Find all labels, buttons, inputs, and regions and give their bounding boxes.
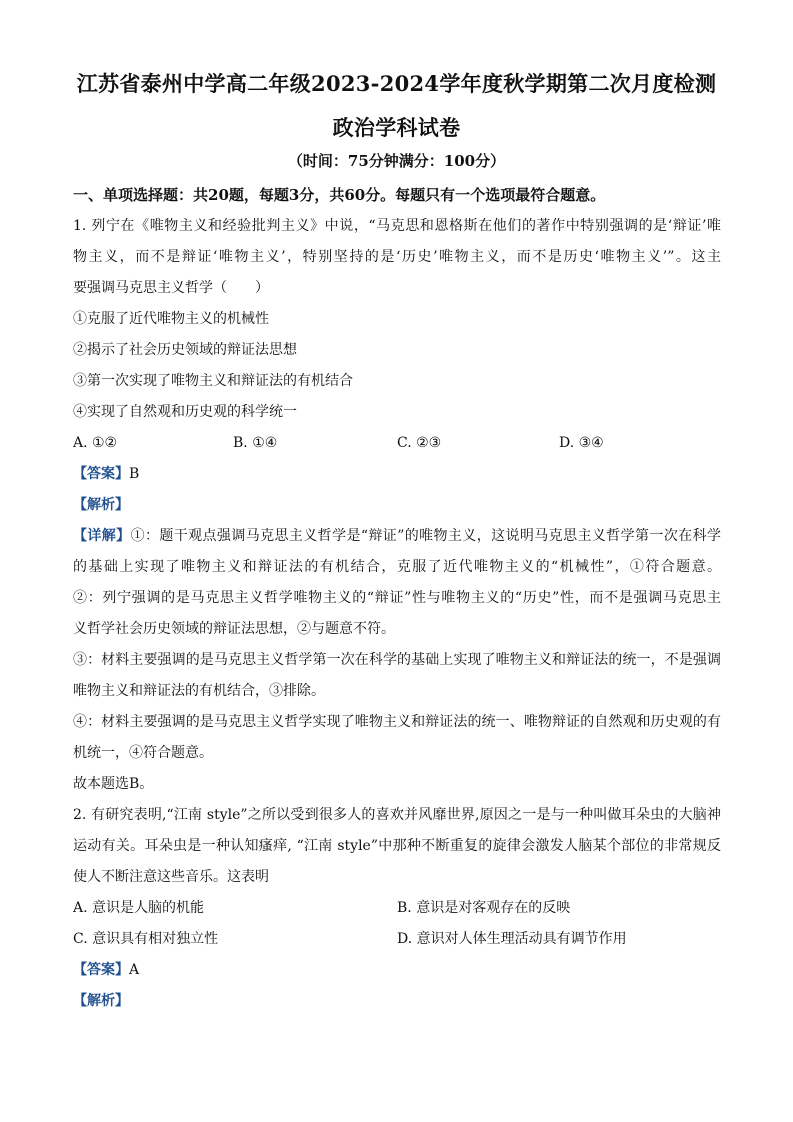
q1-item: ②揭示了社会历史领域的辩证法思想 [73, 342, 297, 358]
exam-title-line1: 江苏省泰州中学高二年级2023-2024学年度秋学期第二次月度检测 [76, 71, 717, 96]
exam-time-info: （时间：75分钟满分：100分） [287, 152, 506, 170]
q2-analysis-tag: 【解析】 [73, 993, 129, 1009]
q1-options [73, 428, 721, 459]
q1-answer-tag: 【答案】 [73, 466, 129, 482]
q2-option-c: C. 意识具有相对独立性 [73, 931, 219, 947]
q1-detail-tag: 【详解】 [73, 528, 131, 544]
q2-stem-line: 2. 有研究表明,“江南 style”之所以受到很多人的喜欢并风靡世界,原因之一是与一种叫做耳朵虫的大脑神 [73, 807, 721, 823]
q1-option-d: D. ③④ [559, 435, 604, 451]
q1-explanation-line: 义哲学社会历史领域的辩证法思想，②与题意不符。 [73, 621, 395, 637]
q1-item: ①克服了近代唯物主义的机械性 [73, 311, 269, 327]
q1-option-b: B. ①④ [233, 435, 278, 451]
q2-answer [73, 955, 721, 986]
q1-stem-line: 要强调马克思主义哲学（ ） [73, 280, 269, 296]
q1-answer [73, 459, 721, 490]
q2-stem-line: 使人不断注意这些音乐。这表明 [73, 869, 269, 885]
q1-item: ③第一次实现了唯物主义和辩证法的有机结合 [73, 373, 353, 389]
q2-analysis [73, 986, 721, 1017]
q1-answer-value: B [129, 466, 140, 482]
q2-option-b: B. 意识是对客观存在的反映 [397, 900, 571, 916]
q1-conclusion: 故本题选B。 [73, 776, 154, 792]
q1-explanation-line: ③：材料主要强调的是马克思主义哲学第一次在科学的基础上实现了唯物主义和辩证法的统一，不是强调 [73, 652, 721, 668]
q1-analysis-tag: 【解析】 [73, 497, 129, 513]
section-heading: 一、单项选择题：共20题，每题3分，共60分。每题只有一个选项最符合题意。 [73, 186, 606, 204]
q2-options-row1 [73, 893, 721, 924]
exam-title-line2: 政治学科试卷 [332, 115, 461, 140]
q2-answer-value: A [129, 962, 140, 978]
q1-explanation-line: 的基础上实现了唯物主义和辩证法的有机结合，克服了近代唯物主义的“机械性”，①符合题意。 [73, 559, 721, 575]
q1-explanation-line: 机统一，④符合题意。 [73, 745, 213, 761]
q1-analysis [73, 490, 721, 521]
q2-option-a: A. 意识是人脑的机能 [73, 900, 205, 916]
q2-answer-tag: 【答案】 [73, 962, 129, 978]
q1-explanation-line: 唯物主义和辩证法的有机结合，③排除。 [73, 683, 325, 699]
q2-option-d: D. 意识对人体生理活动具有调节作用 [397, 931, 627, 947]
q1-option-c: C. ②③ [397, 435, 442, 451]
q1-item: ④实现了自然观和历史观的科学统一 [73, 404, 297, 420]
q1-option-a: A. ①② [73, 435, 118, 451]
q1-explanation-line [73, 521, 721, 552]
q1-explanation-text: ①：题干观点强调马克思主义哲学是“辩证”的唯物主义，这说明马克思主义哲学第一次在科学 [130, 528, 721, 544]
q2-stem-line: 运动有关。耳朵虫是一种认知瘙痒, “江南 style”中那种不断重复的旋律会激发人脑某个部位的非常规反 [73, 838, 721, 854]
q1-stem-line: 物主义，而不是辩证‘唯物主义’，特别坚持的是‘历史’唯物主义，而不是历史‘唯物主义’”。这主 [73, 249, 721, 265]
exam-body [73, 180, 721, 1017]
q1-stem-line: 1. 列宁在《唯物主义和经验批判主义》中说，“马克思和恩格斯在他们的著作中特别强调的是‘辩证’唯 [73, 218, 721, 234]
q2-options-row2 [73, 924, 721, 955]
q1-explanation-line: ④：材料主要强调的是马克思主义哲学实现了唯物主义和辩证法的统一、唯物辩证的自然观和历史观的有 [73, 714, 721, 730]
q1-explanation-line: ②：列宁强调的是马克思主义哲学唯物主义的“辩证”性与唯物主义的“历史”性，而不是强调马克思主 [73, 590, 721, 606]
